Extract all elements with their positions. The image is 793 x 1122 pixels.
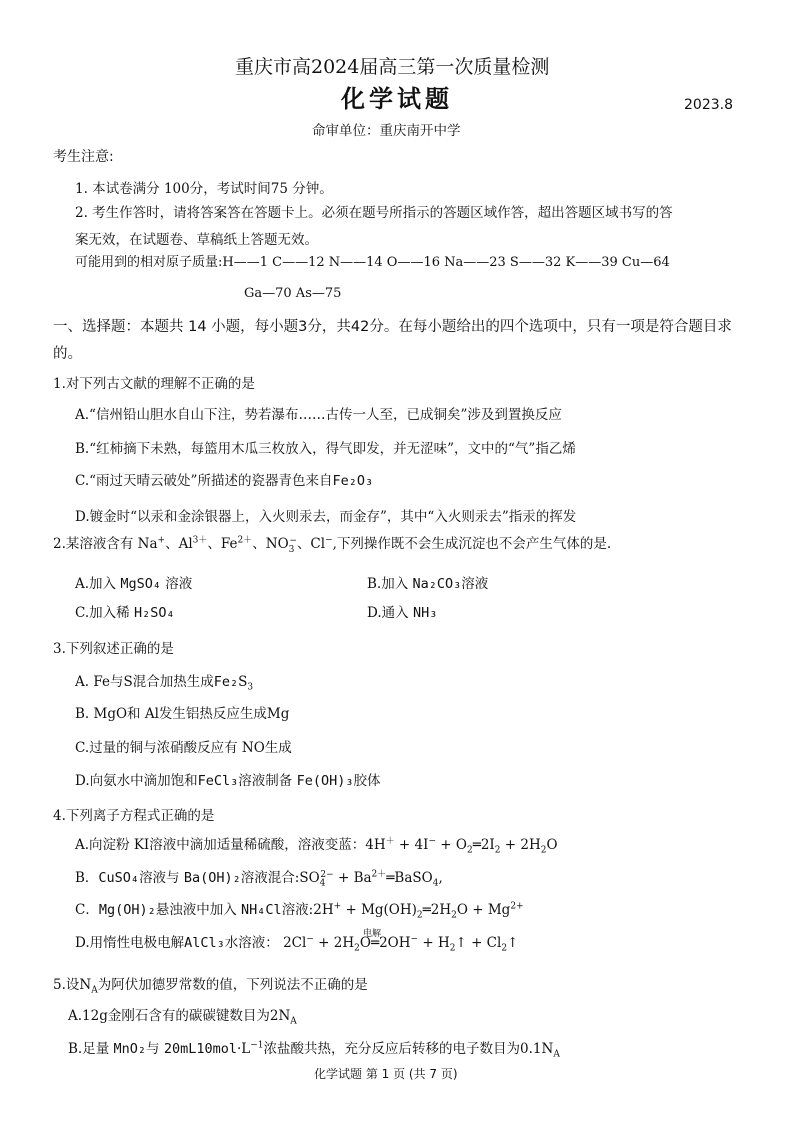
q4-option-b-equation: $SO_4^{2-}$ + $Ba^{2+}═BaSO_4$,	[299, 869, 443, 889]
q2-option-a-text: A.加入	[75, 576, 121, 592]
q3-option-d	[75, 772, 380, 790]
q4-option-a-equation: $4H^+ + 4I^- + O_2═2I_2 + 2H_2O$	[365, 836, 558, 856]
q5-stem: 5.设$N_A$为阿伏加德罗常数的值，下列说法不正确的是	[53, 977, 368, 996]
q3-option-a: A. Fe与S混合加热生成$Fe_2S_3$	[75, 674, 254, 693]
q3-option-c: C.过量的铜与浓硝酸反应有 NO生成	[75, 740, 292, 756]
q5-option-b-text: B.足量	[68, 1041, 114, 1057]
exam-title-line1: 重庆市高2024届高三第一次质量检测	[235, 56, 550, 78]
q2-option-a	[75, 575, 192, 593]
notice-item-2-text: 2. 考生作答时，请将答案答在答题卡上。必须在题号所指示的答题区域作答，	[75, 205, 538, 221]
q3-option-d-mid: 溶液制备	[238, 773, 297, 789]
notice-heading: 考生注意:	[53, 149, 114, 165]
q4-option-a-text: A.向淀粉 KI溶液中滴加适量稀硫酸，溶液变蓝：	[75, 837, 366, 853]
q4-option-b	[75, 869, 443, 887]
q2-option-a-suffix: 溶液	[160, 576, 193, 592]
q2-option-d	[367, 604, 437, 622]
q2-stem: 2.某溶液含有 Na+、$Al^{3+}$、$Fe^{2+}$、$NO_3^-$、Cl−,下列操作既不会生成沉淀也不会产生气体的是.	[53, 535, 612, 555]
q3-option-d-formula2: Fe(OH)₃	[296, 773, 354, 789]
q4-option-d-equation: $2Cl^- + 2H_2O$ 电解 ═2OH− + $H_2↑$ + $Cl_2↑$	[279, 935, 519, 951]
q5-option-b-formula2: 20mL10mol	[163, 1041, 237, 1057]
q3-option-a-text: A. Fe与S混合加热生成	[75, 674, 214, 690]
exam-date: 2023.8	[684, 97, 733, 113]
q4-option-a	[75, 836, 558, 854]
q5-option-a: A.12g金刚石含有的碳碳键数目为$2N_A$	[68, 1008, 297, 1027]
section-heading: 一、选择题：本题共 14 小题，每小题3分，共42分。在每小题给出的四个选项中，只有一项是符合题目求	[53, 319, 732, 335]
q5-stem-text: 5.设N	[53, 977, 92, 993]
notice-item-2-continued: 案无效，在试题卷、草稿纸上答题无效。	[75, 232, 318, 248]
q5-option-b: B.足量 MnO₂与 $20mL10mol\cdot L^{-1}$浓盐酸共热，充分反应后转移的电子数目为$0.1N_A$	[68, 1040, 560, 1060]
q1-stem: 1.对下列古文献的理解不正确的是	[53, 376, 255, 392]
q4-option-c-suffix: 溶液:	[281, 902, 314, 918]
q5-option-b-mid: 与	[146, 1041, 164, 1057]
q2-option-a-formula: MgSO₄	[120, 576, 161, 592]
q5-option-b-formula1: MnO₂	[113, 1041, 147, 1057]
q3-option-d-formula1: FeCl₃	[197, 773, 239, 789]
q1-option-a: A.“信州铅山胆水自山下注，势若瀑布……古传一人至，已成铜矣”涉及到置换反应	[75, 407, 562, 423]
q4-option-c-text: C．	[75, 902, 99, 918]
page-title: 化学试题	[341, 85, 453, 113]
q3-option-d-suffix: 胶体	[353, 773, 381, 789]
notice-item-1: 1. 本试卷满分 100分，考试时间75 分钟。	[75, 181, 333, 197]
q2-option-c	[75, 604, 175, 622]
q2-option-c-text: C.加入稀	[75, 605, 134, 621]
q4-option-c	[75, 901, 524, 919]
q4-option-c-mid: 悬浊液中加入	[155, 902, 242, 918]
q4-option-b-formula2: Ba(OH)₂	[183, 870, 241, 886]
q4-option-c-formula1: Mg(OH)₂	[98, 902, 156, 918]
q5-option-b-suffix: 浓盐酸共热，充分反应后转移的电子数目为0.1N	[263, 1041, 554, 1057]
q2-stem-question: 下列操作既不会生成沉淀也不会产生气体的是.	[336, 536, 612, 552]
electrolysis-label: 电解	[362, 929, 381, 939]
page-footer: 化学试题 第 1 页 (共 7 页)	[314, 1067, 458, 1081]
q4-option-d	[75, 929, 519, 954]
q4-option-d-formula: AlCl₃	[184, 935, 225, 951]
section-heading-continued: 的。	[53, 346, 82, 362]
q2-option-b-formula: Na₂CO₃	[412, 576, 462, 592]
q1-option-c-text: C.“雨过天晴云破处”所描述的瓷器青色来自	[75, 473, 333, 489]
q4-option-c-formula2: NH₄Cl	[241, 902, 282, 918]
notice-item-2-emphasis: 超出答题区域书写的答	[537, 205, 673, 221]
q1-option-d: D.镀金时“以汞和金涂银器上，入火则汞去，而金存”，其中“入火则汞去”指汞的挥发	[75, 509, 577, 525]
q2-stem-text: 2.某溶液含有 Na	[53, 536, 158, 552]
atomic-masses-line1: 可能用到的相对原子质量:H——1 C——12 N——14 O——16 Na——23 S——32 K——39 Cu—64	[75, 255, 670, 270]
q4-option-b-formula1: CuSO₄	[98, 870, 140, 886]
notice-item-2	[75, 204, 673, 222]
q4-option-b-mid: 溶液与	[139, 870, 184, 886]
q4-stem: 4.下列离子方程式正确的是	[53, 808, 215, 824]
q4-option-d-suffix: 水溶液：	[224, 935, 279, 951]
q4-option-c-equation: $2H^+ + Mg(OH)_2═2H_2O + Mg^{2+}$	[313, 901, 524, 921]
q2-option-c-formula: H₂SO₄	[133, 605, 175, 621]
q2-option-d-text: D.通入	[367, 605, 413, 621]
q2-option-b-text: B.加入	[367, 576, 413, 592]
q3-option-b: B. MgO和 Al发生铝热反应生成Mg	[75, 706, 290, 722]
q1-option-b: B.“红柿摘下未熟，每篮用木瓜三枚放入，得气即发，并无涩味”，文中的“气”指乙烯	[75, 441, 576, 457]
q1-option-c	[75, 472, 373, 490]
q5-option-a-text: A.12g金刚石含有的碳碳键数目为2N	[68, 1008, 291, 1024]
q2-option-b-suffix: 溶液	[461, 576, 489, 592]
q3-option-a-formula: Fe₂	[213, 674, 239, 690]
q3-stem: 3.下列叙述正确的是	[53, 641, 174, 657]
q2-option-d-formula: NH₃	[412, 605, 438, 621]
q2-option-b	[367, 575, 488, 593]
author-line: 命审单位：重庆南开中学	[312, 123, 461, 139]
q4-option-b-text: B．	[75, 870, 99, 886]
q4-option-d-text: D.用惰性电极电解	[75, 935, 185, 951]
q4-option-b-suffix: 溶液混合:	[240, 870, 300, 886]
q1-option-c-formula: Fe₂O₃	[332, 473, 374, 489]
q5-stem-question: 为阿伏加德罗常数的值，下列说法不正确的是	[97, 977, 368, 993]
atomic-masses-line2: Ga—70 As—75	[244, 286, 342, 301]
q3-option-d-text: D.向氨水中滴加饱和	[75, 773, 198, 789]
